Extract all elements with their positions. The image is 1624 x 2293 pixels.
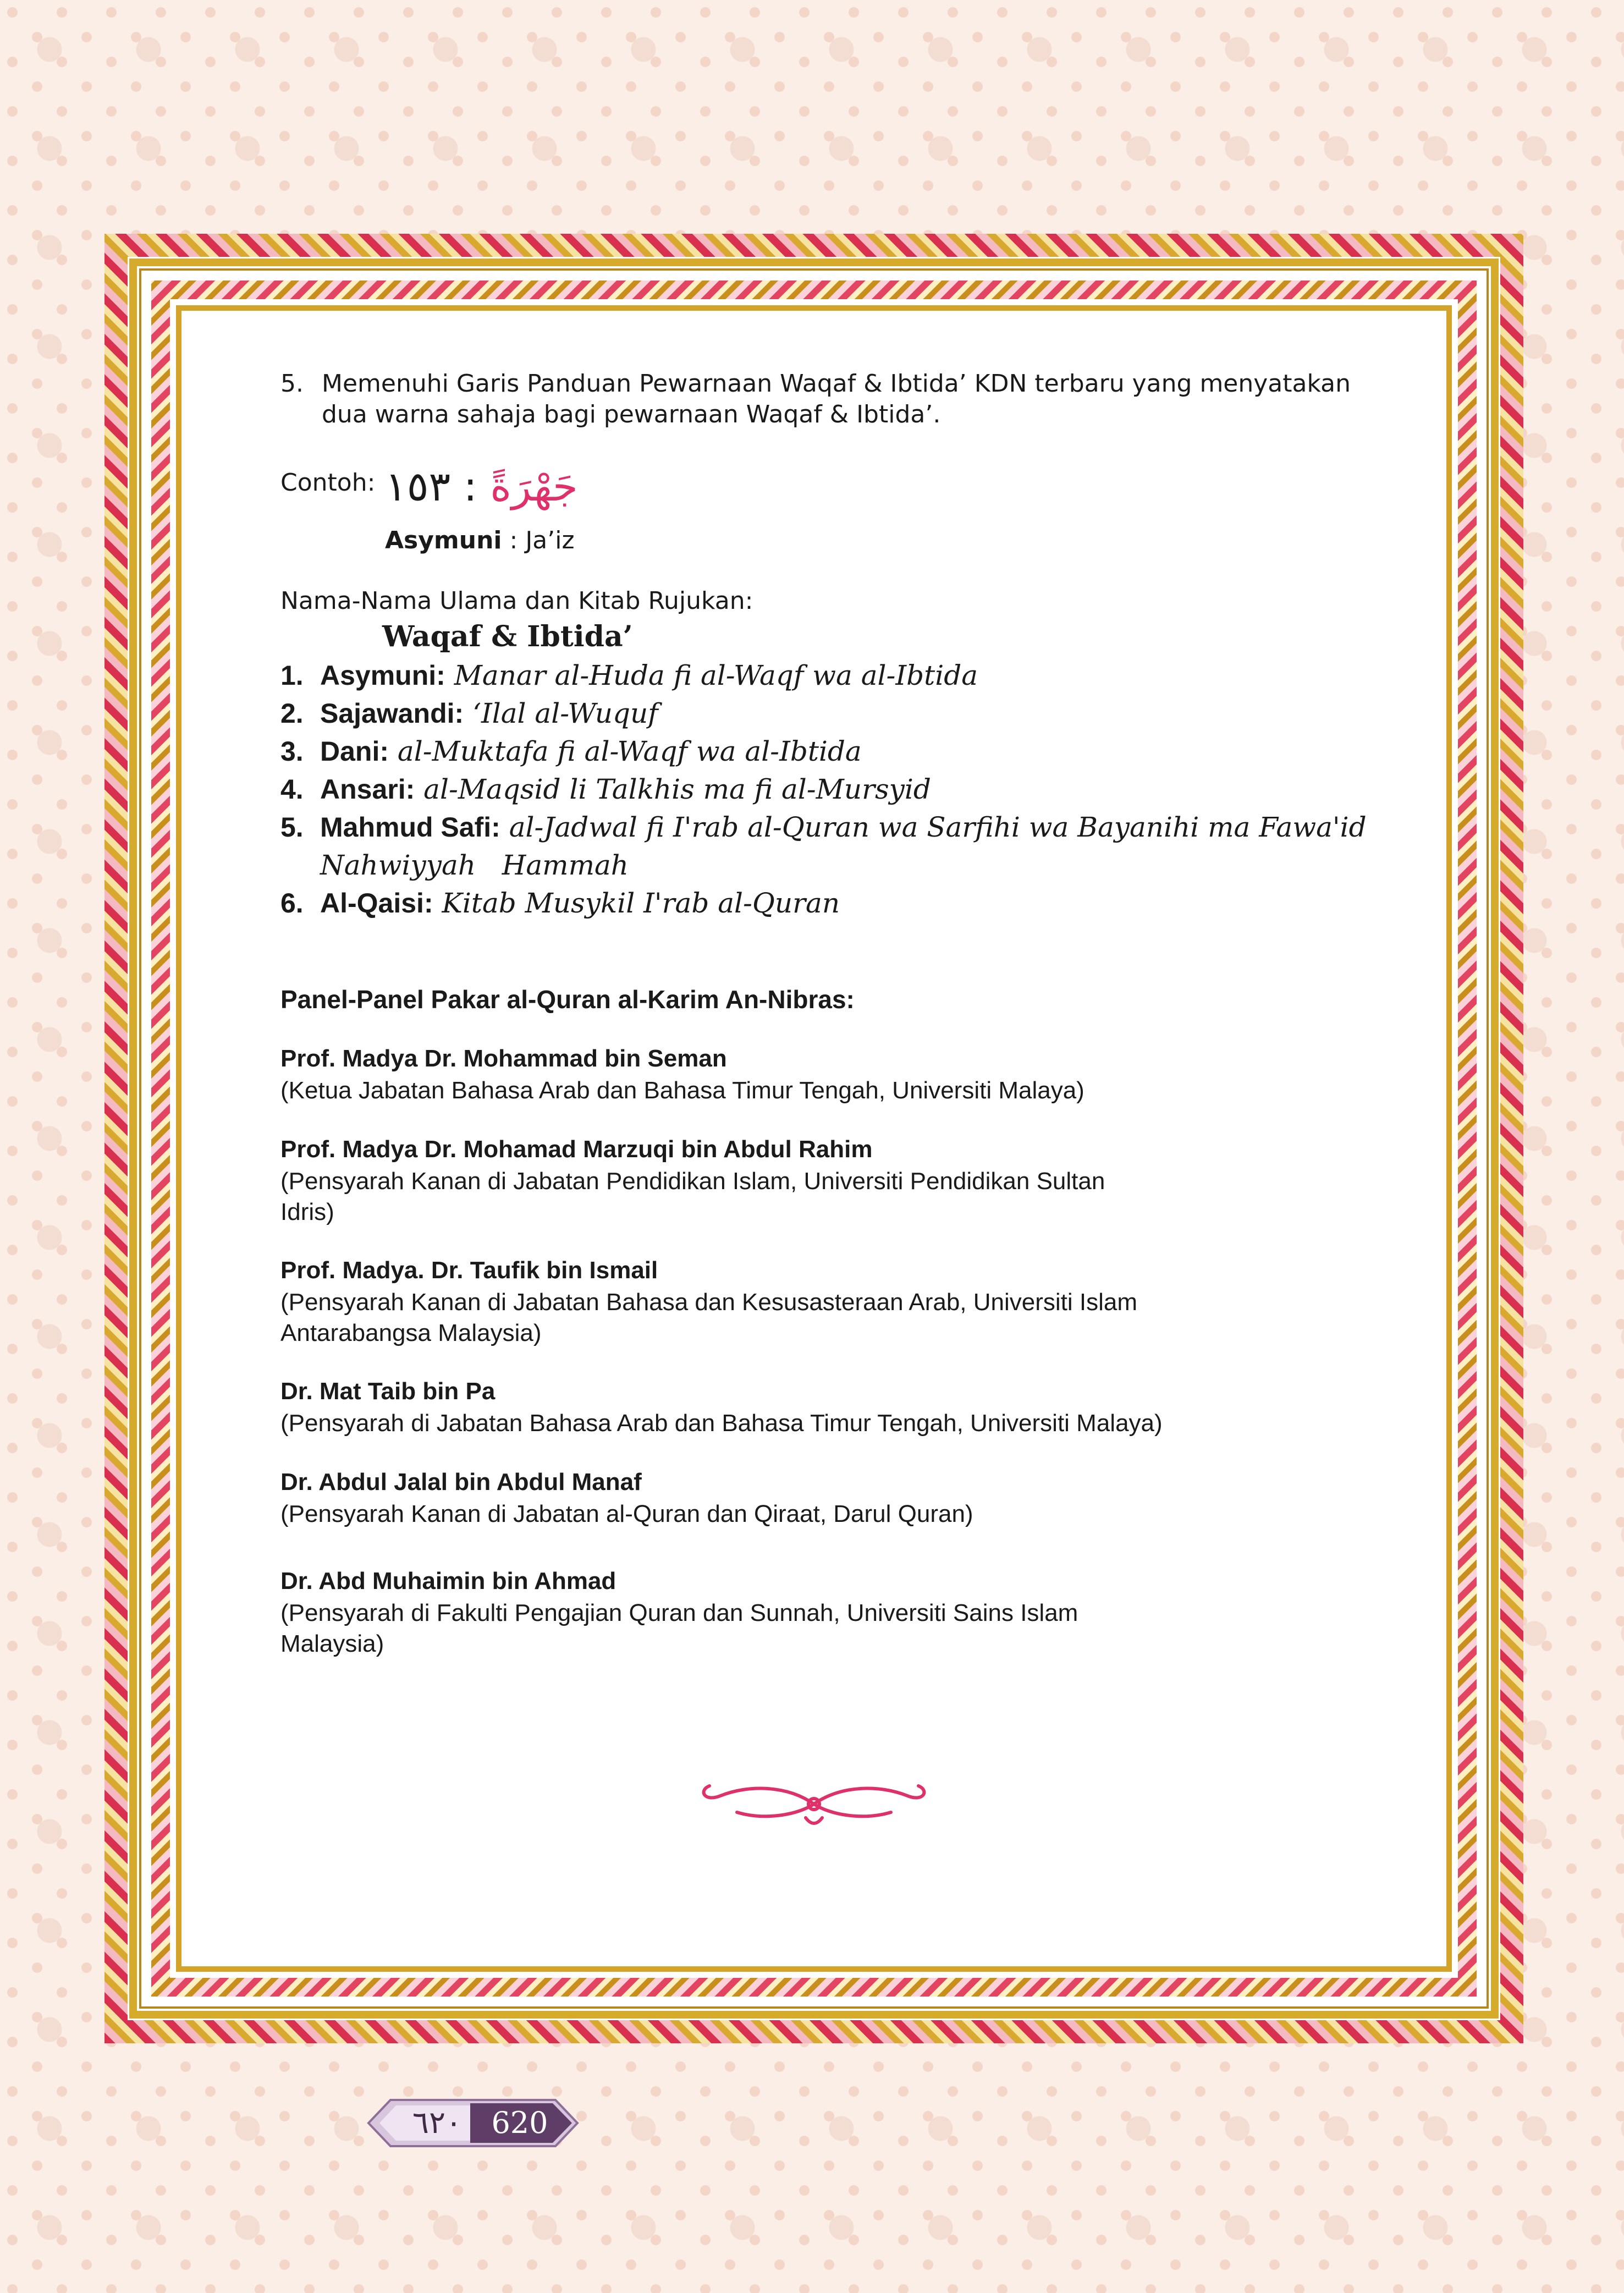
example-ruling-text: : Ja’iz [502,526,575,554]
references-heading: Waqaf & Ibtida’ [382,620,633,653]
references-intro: Nama-Nama Ulama dan Kitab Rujukan: [280,587,753,615]
reference-number: 1. [280,660,304,691]
reference-number: 5. [280,812,304,843]
panel-member-role: (Pensyarah Kanan di Jabatan Pendidikan Islam, Universiti Pendidikan Sultan [280,1168,1105,1195]
reference-item [280,809,1380,845]
panel-member-role-continued: Idris) [280,1198,334,1225]
reference-book: al-Muktafa fi al-Waqf wa al-Ibtida [397,735,862,767]
reference-scholar: Mahmud Safi: [320,812,500,843]
reference-item [280,733,1380,769]
page-number: 620 [491,2105,548,2140]
reference-item [280,885,1380,921]
reference-scholar: Sajawandi: [320,698,464,729]
example-ruling [385,525,575,556]
reference-book: Kitab Musykil I'rab al-Quran [442,887,840,919]
panel-heading: Panel-Panel Pakar al-Quran al-Karim An-Nibras: [280,985,855,1014]
reference-scholar: Al-Qaisi: [320,888,433,919]
reference-book-continued: Nahwiyyah Hammah [320,849,629,881]
reference-item [280,771,1380,807]
panel-member-name: Dr. Mat Taib bin Pa [280,1378,496,1405]
page-number-arabic: ٦٢٠ [412,2105,463,2141]
reference-number: 3. [280,736,304,767]
reference-scholar: Dani: [320,736,389,767]
reference-scholar: Asymuni: [320,660,445,691]
panel-member-name: Dr. Abd Muhaimin bin Ahmad [280,1568,616,1594]
reference-number: 4. [280,774,304,805]
example-label: Contoh: [280,469,376,497]
reference-book: ‘Ilal al-Wuquf [472,697,658,729]
reference-number: 2. [280,698,304,729]
arabic-separator: : [450,463,491,510]
panel-member-role: (Pensyarah Kanan di Jabatan Bahasa dan Kesusasteraan Arab, Universiti Islam [280,1289,1138,1316]
example-scholar: Asymuni [385,526,502,554]
arabic-word: جَهْرَةً [490,463,578,510]
panel-member-role-continued: Antarabangsa Malaysia) [280,1319,542,1346]
panel-member-name: Prof. Madya Dr. Mohamad Marzuqi bin Abdul Rahim [280,1136,873,1163]
ornament-divider-icon [687,1774,940,1834]
panel-member-role: (Pensyarah di Fakulti Pengajian Quran dan Sunnah, Universiti Sains Islam [280,1599,1078,1626]
item-text-line2: dua warna sahaja bagi pewarnaan Waqaf & Ibtida’. [322,400,941,428]
reference-scholar: Ansari: [320,774,415,805]
panel-member-role: (Pensyarah Kanan di Jabatan al-Quran dan Qiraat, Darul Quran) [280,1500,973,1527]
reference-item [280,695,1380,732]
panel-member-role-continued: Malaysia) [280,1630,384,1657]
reference-item [280,657,1380,694]
panel-member-name: Prof. Madya Dr. Mohammad bin Seman [280,1045,727,1072]
reference-book: Manar al-Huda fi al-Waqf wa al-Ibtida [454,659,978,691]
arabic-verse-number: ١٥٣ [385,463,451,510]
panel-member-name: Dr. Abdul Jalal bin Abdul Manaf [280,1469,642,1495]
reference-book: al-Maqsid li Talkhis ma fi al-Mursyid [423,773,931,805]
reference-book: al-Jadwal fi I'rab al-Quran wa Sarfihi wa Bayanihi ma Fawa'id [509,811,1367,843]
panel-member-role: (Ketua Jabatan Bahasa Arab dan Bahasa Timur Tengah, Universiti Malaya) [280,1077,1084,1104]
item-text-line1: Memenuhi Garis Panduan Pewarnaan Waqaf & Ibtida’ KDN terbaru yang menyatakan [322,370,1351,398]
arabic-example [385,462,578,512]
reference-item-continuation [320,847,1420,883]
item-number: 5. [280,370,304,398]
panel-member-name: Prof. Madya. Dr. Taufik bin Ismail [280,1257,658,1284]
panel-member-role: (Pensyarah di Jabatan Bahasa Arab dan Bahasa Timur Tengah, Universiti Malaya) [280,1410,1163,1437]
reference-number: 6. [280,888,304,919]
